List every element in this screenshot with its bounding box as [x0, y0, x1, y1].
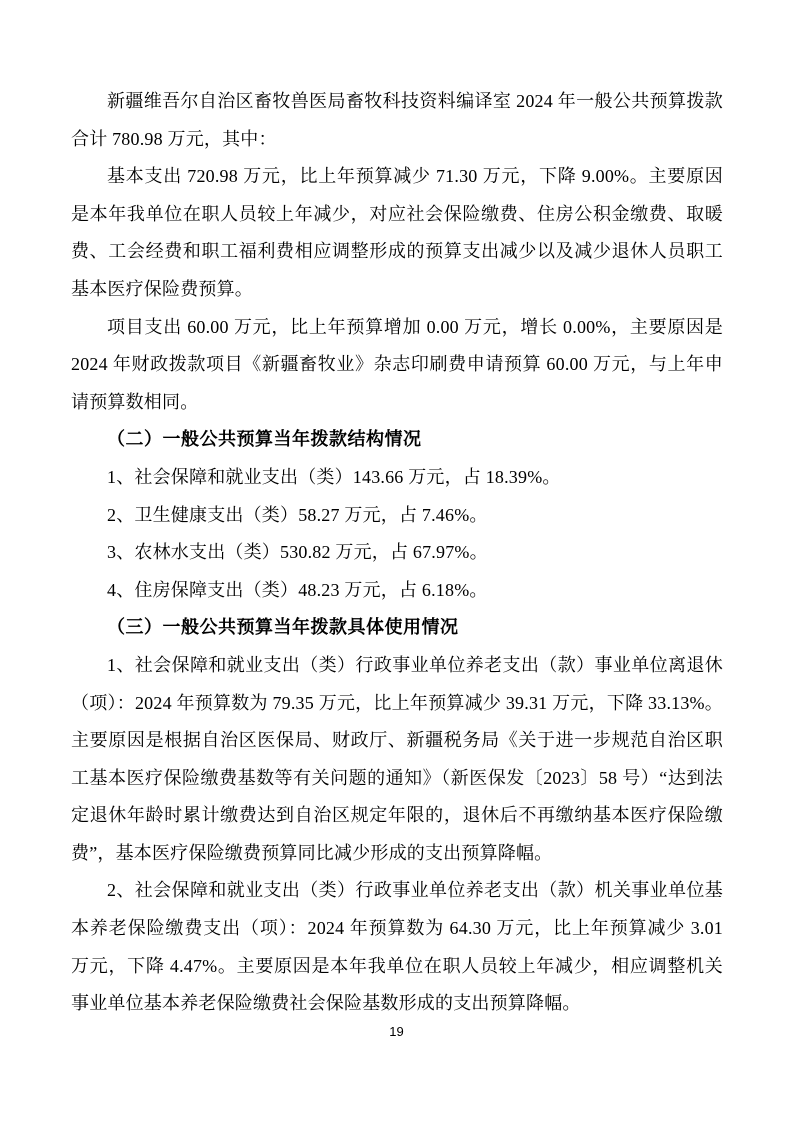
allocation-structure-item-2: 2、卫生健康支出（类）58.27 万元，占 7.46%。: [107, 504, 488, 525]
document-body: [71, 83, 723, 1023]
allocation-structure-item-3: 3、农林水支出（类）530.82 万元，占 67.97%。: [107, 542, 488, 563]
intro-total-allocation-paragraph: 新疆维吾尔自治区畜牧兽医局畜牧科技资料编译室 2024 年一般公共预算拨款合计 780.98 万元，其中：: [71, 91, 723, 149]
project-expenditure-paragraph: 项目支出 60.00 万元，比上年预算增加 0.00 万元，增长 0.00%，主要原因是 2024 年财政拨款项目《新疆畜牧业》杂志印刷费申请预算 60.00 万元，与上年申请预算数相同。: [71, 316, 723, 412]
basic-expenditure-paragraph: 基本支出 720.98 万元，比上年预算减少 71.30 万元，下降 9.00%。主要原因是本年我单位在职人员较上年减少，对应社会保险缴费、住房公积金缴费、取暖费、工会经费和职工福利费相应调整形成的预算支出减少以及减少退休人员职工基本医疗保险费预算。: [71, 166, 723, 299]
page-number: 19: [389, 1024, 404, 1039]
section-3-heading: （三）一般公共预算当年拨款具体使用情况: [107, 617, 459, 638]
detail-usage-item-2: 2、社会保障和就业支出（类）行政事业单位养老支出（款）机关事业单位基本养老保险缴费支出（项）：2024 年预算数为 64.30 万元，比上年预算减少 3.01 万元，下降 4.47%。主要原因是本年我单位在职人员较上年减少，相应调整机关事业单位基本养老保险缴费社会保险基数形成的支出预算降幅。: [71, 880, 723, 1014]
allocation-structure-item-4: 4、住房保障支出（类）48.23 万元，占 6.18%。: [107, 579, 488, 600]
allocation-structure-item-1: 1、社会保障和就业支出（类）143.66 万元，占 18.39%。: [107, 466, 561, 487]
section-2-heading: （二）一般公共预算当年拨款结构情况: [107, 429, 422, 450]
detail-usage-item-1: 1、社会保障和就业支出（类）行政事业单位养老支出（款）事业单位离退休（项）：2024 年预算数为 79.35 万元，比上年预算减少 39.31 万元，下降 33.13%。主要原因是根据自治区医保局、财政厅、新疆税务局《关于进一步规范自治区职工基本医疗保险缴费基数等有关问题的通知》（新医保发〔2023〕58 号）“达到法定退休年龄时累计缴费达到自治区规定年限的，退休后不再缴纳基本医疗保险缴费”，基本医疗保险缴费预算同比减少形成的支出预算降幅。: [71, 654, 723, 863]
